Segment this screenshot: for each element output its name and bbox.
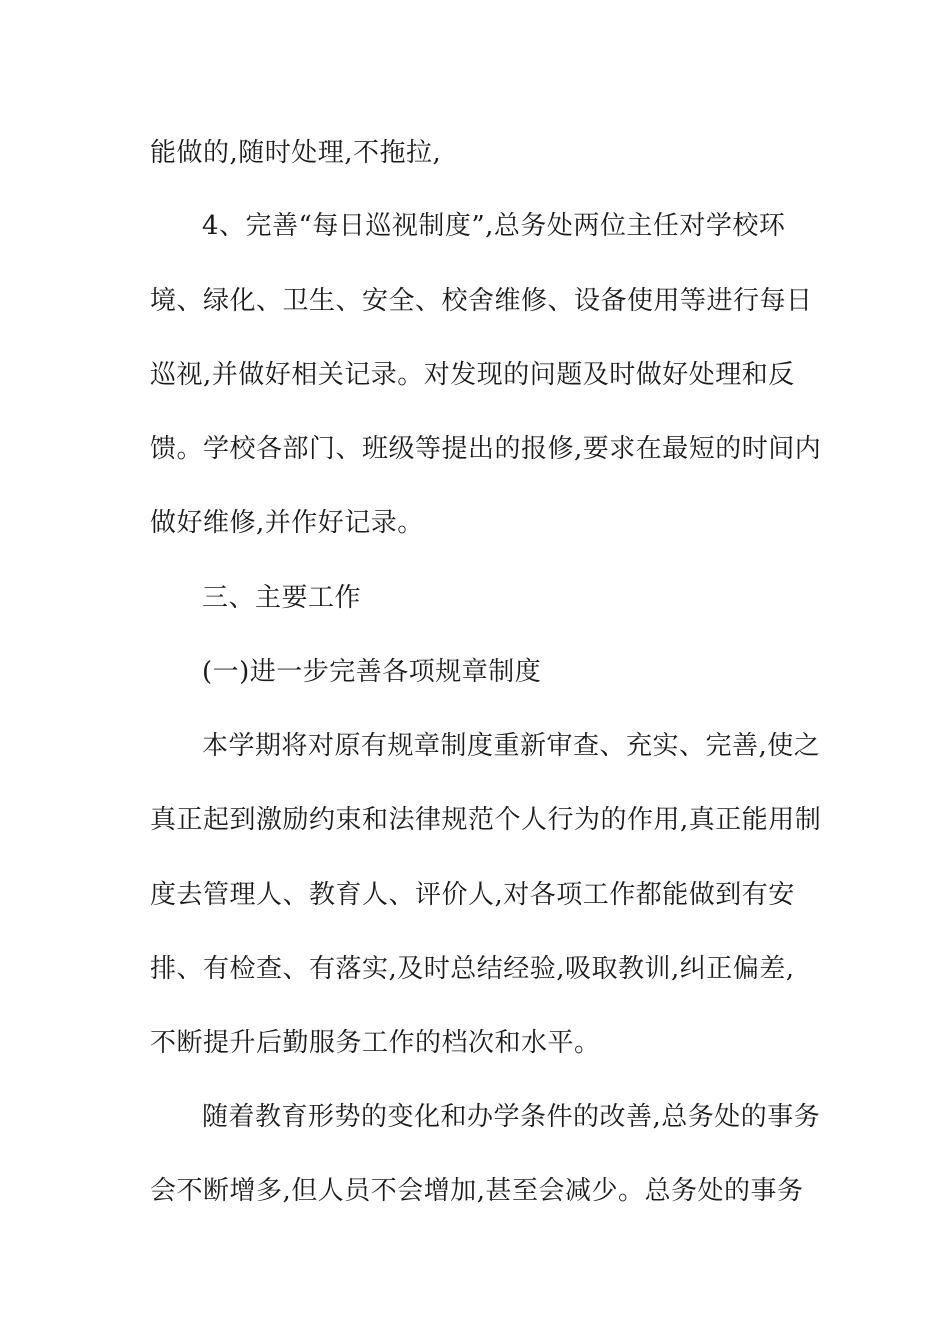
paragraph-line: 能做的,随时处理,不拖拉, [150,138,442,168]
paragraph-line: 不断提升后勤服务工作的档次和水平。 [150,1028,601,1058]
subsection-heading: (一)进一步完善各项规章制度 [202,657,542,687]
section-heading: 三、主要工作 [202,583,362,613]
paragraph-line: 4、完善“每日巡视制度”,总务处两位主任对学校环 [202,211,786,241]
paragraph-line: 巡视,并做好相关记录。对发现的问题及时做好处理和反 [150,360,795,390]
paragraph-line: 真正起到激励约束和法律规范个人行为的作用,真正能用制 [150,805,822,835]
paragraph-line: 馈。学校各部门、班级等提出的报修,要求在最短的时间内 [150,434,822,464]
paragraph-line: 会不断增多,但人员不会增加,甚至会减少。总务处的事务 [150,1176,804,1206]
paragraph-line: 本学期将对原有规章制度重新审查、充实、完善,使之 [202,731,821,761]
paragraph-line: 境、绿化、卫生、安全、校舍维修、设备使用等进行每日 [150,286,813,316]
paragraph-line: 排、有检查、有落实,及时总结经验,吸取教训,纠正偏差, [150,954,795,984]
paragraph-line: 做好维修,并作好记录。 [150,508,424,538]
paragraph-line: 度去管理人、教育人、评价人,对各项工作都能做到有安 [150,880,795,910]
paragraph-line: 随着教育形势的变化和办学条件的改善,总务处的事务 [202,1102,821,1132]
